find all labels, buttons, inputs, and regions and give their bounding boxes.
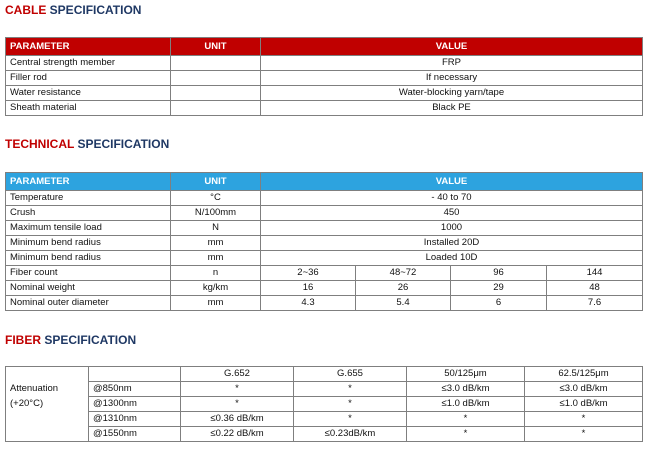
technical-spec-heading xyxy=(5,137,169,151)
fiber-spec-heading xyxy=(5,333,136,347)
value-cell: 6 xyxy=(451,296,547,311)
value-cell: 4.3 xyxy=(261,296,356,311)
table-row xyxy=(6,266,643,281)
value-cell: 7.6 xyxy=(547,296,643,311)
header-value: VALUE xyxy=(261,38,643,56)
unit-cell xyxy=(171,56,261,71)
value-cell: ≤0.36 dB/km xyxy=(181,412,294,427)
header-value: VALUE xyxy=(261,173,643,191)
value-cell: * xyxy=(294,412,407,427)
value-cell: ≤0.22 dB/km xyxy=(181,427,294,442)
header-parameter: PARAMETER xyxy=(6,173,171,191)
param-cell: Nominal outer diameter xyxy=(6,296,171,311)
param-cell: Sheath material xyxy=(6,101,171,116)
table-row xyxy=(6,382,643,397)
value-cell: 26 xyxy=(356,281,451,296)
param-cell: Central strength member xyxy=(6,56,171,71)
table-row xyxy=(6,101,643,116)
temperature-label: (+20°C) xyxy=(6,397,89,412)
column-header: G.652 xyxy=(181,367,294,382)
unit-cell: °C xyxy=(171,191,261,206)
column-header: 62.5/125μm xyxy=(525,367,643,382)
header-parameter: PARAMETER xyxy=(6,38,171,56)
value-cell: 48 xyxy=(547,281,643,296)
unit-cell xyxy=(171,71,261,86)
table-row xyxy=(6,397,643,412)
column-header: G.655 xyxy=(294,367,407,382)
table-row xyxy=(6,281,643,296)
empty-cell xyxy=(6,412,89,427)
param-cell: Crush xyxy=(6,206,171,221)
empty-cell xyxy=(89,367,181,382)
unit-cell: N/100mm xyxy=(171,206,261,221)
value-cell: 2~36 xyxy=(261,266,356,281)
table-header-row xyxy=(6,173,643,191)
wavelength-cell: @1310nm xyxy=(89,412,181,427)
technical-heading-rest: SPECIFICATION xyxy=(74,137,170,151)
value-cell: ≤3.0 dB/km xyxy=(525,382,643,397)
value-cell: FRP xyxy=(261,56,643,71)
value-cell: * xyxy=(181,382,294,397)
table-row xyxy=(6,412,643,427)
value-cell: * xyxy=(525,412,643,427)
header-unit: UNIT xyxy=(171,173,261,191)
empty-cell xyxy=(6,427,89,442)
unit-cell: n xyxy=(171,266,261,281)
fiber-heading-rest: SPECIFICATION xyxy=(41,333,137,347)
table-row xyxy=(6,296,643,311)
param-cell: Minimum bend radius xyxy=(6,251,171,266)
value-cell: ≤1.0 dB/km xyxy=(407,397,525,412)
table-row xyxy=(6,221,643,236)
cable-spec-table xyxy=(5,37,643,116)
unit-cell: mm xyxy=(171,296,261,311)
wavelength-cell: @1550nm xyxy=(89,427,181,442)
value-cell: Installed 20D xyxy=(261,236,643,251)
value-cell: * xyxy=(181,397,294,412)
value-cell: * xyxy=(294,382,407,397)
value-cell: * xyxy=(407,427,525,442)
value-cell: * xyxy=(525,427,643,442)
value-cell: Water-blocking yarn/tape xyxy=(261,86,643,101)
value-cell: 48~72 xyxy=(356,266,451,281)
param-cell: Fiber count xyxy=(6,266,171,281)
value-cell: 96 xyxy=(451,266,547,281)
cable-heading-accent: CABLE xyxy=(5,3,47,17)
value-cell: 1000 xyxy=(261,221,643,236)
value-cell: Loaded 10D xyxy=(261,251,643,266)
value-cell: 16 xyxy=(261,281,356,296)
attenuation-label: Attenuation xyxy=(6,382,89,397)
param-cell: Minimum bend radius xyxy=(6,236,171,251)
table-row xyxy=(6,191,643,206)
column-header: 50/125μm xyxy=(407,367,525,382)
value-cell: ≤0.23dB/km xyxy=(294,427,407,442)
value-cell: ≤3.0 dB/km xyxy=(407,382,525,397)
technical-heading-accent: TECHNICAL xyxy=(5,137,75,151)
table-row xyxy=(6,206,643,221)
param-cell: Filler rod xyxy=(6,71,171,86)
unit-cell: mm xyxy=(171,236,261,251)
table-row xyxy=(6,56,643,71)
value-cell: 29 xyxy=(451,281,547,296)
unit-cell: mm xyxy=(171,251,261,266)
unit-cell: kg/km xyxy=(171,281,261,296)
value-cell: * xyxy=(407,412,525,427)
header-unit: UNIT xyxy=(171,38,261,56)
unit-cell xyxy=(171,86,261,101)
value-cell: 450 xyxy=(261,206,643,221)
wavelength-cell: @850nm xyxy=(89,382,181,397)
unit-cell xyxy=(171,101,261,116)
table-row xyxy=(6,71,643,86)
table-row xyxy=(6,236,643,251)
table-row xyxy=(6,86,643,101)
value-cell: 5.4 xyxy=(356,296,451,311)
param-cell: Maximum tensile load xyxy=(6,221,171,236)
param-cell: Nominal weight xyxy=(6,281,171,296)
unit-cell: N xyxy=(171,221,261,236)
technical-spec-table xyxy=(5,172,643,311)
value-cell: Black PE xyxy=(261,101,643,116)
param-cell: Water resistance xyxy=(6,86,171,101)
cable-heading-rest: SPECIFICATION xyxy=(46,3,142,17)
wavelength-cell: @1300nm xyxy=(89,397,181,412)
table-row xyxy=(6,427,643,442)
table-header-row xyxy=(6,367,643,382)
fiber-spec-table xyxy=(5,366,643,442)
value-cell: If necessary xyxy=(261,71,643,86)
table-header-row xyxy=(6,38,643,56)
param-cell: Temperature xyxy=(6,191,171,206)
value-cell: ≤1.0 dB/km xyxy=(525,397,643,412)
value-cell: - 40 to 70 xyxy=(261,191,643,206)
value-cell: * xyxy=(294,397,407,412)
fiber-heading-accent: FIBER xyxy=(5,333,41,347)
cable-spec-heading xyxy=(5,3,141,17)
empty-cell xyxy=(6,367,89,382)
value-cell: 144 xyxy=(547,266,643,281)
table-row xyxy=(6,251,643,266)
